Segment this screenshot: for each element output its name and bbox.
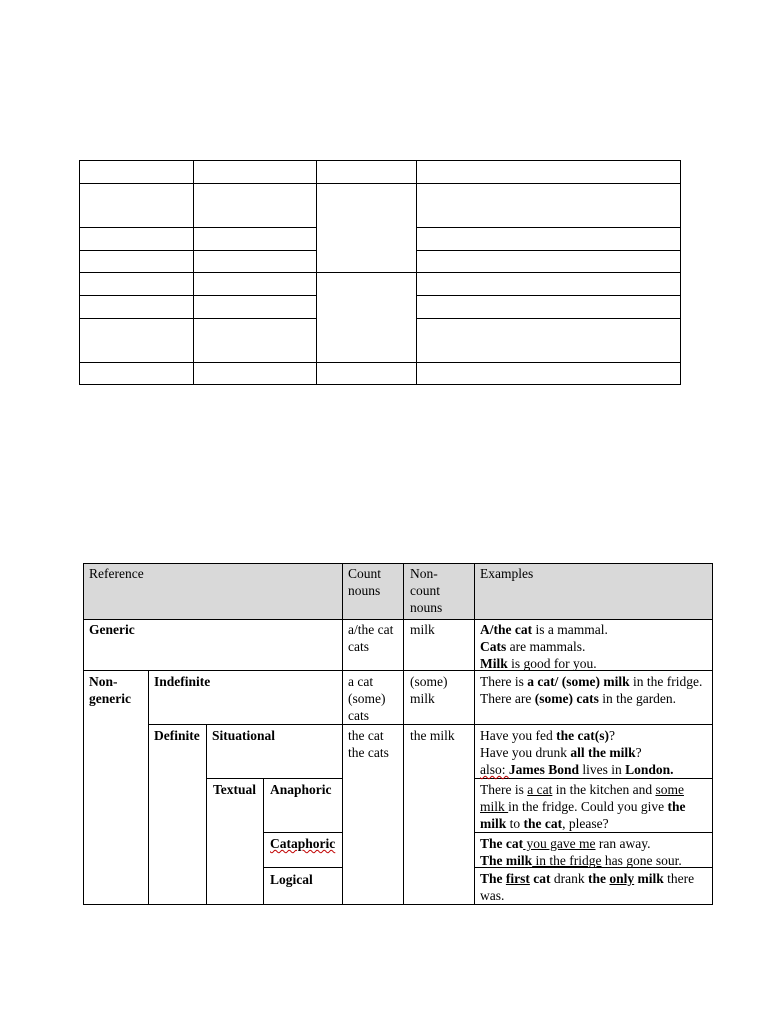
table-rule xyxy=(263,832,343,833)
definite-noncount: the milk xyxy=(410,728,455,743)
empty-table-rule xyxy=(416,227,681,228)
example-line: The first cat drank the only milk there xyxy=(480,871,695,886)
cataphoric-examples xyxy=(480,835,682,869)
indefinite-count-line: a cat xyxy=(348,674,374,689)
example-line: was. xyxy=(480,888,505,903)
example-line: The cat you gave me ran away. xyxy=(480,836,651,851)
header-row-background xyxy=(83,563,713,619)
indefinite-count-line: (some) xyxy=(348,691,386,706)
example-line: milk in the fridge. Could you give the xyxy=(480,799,686,814)
table-border xyxy=(712,563,713,905)
cataphoric-label: Cataphoric xyxy=(270,836,336,851)
table-rule xyxy=(474,832,713,833)
empty-table-border xyxy=(79,160,681,161)
table-border xyxy=(83,563,84,905)
table-rule xyxy=(342,563,343,905)
example-line: Cats are mammals. xyxy=(480,639,586,654)
example-line: also: James Bond lives in London. xyxy=(480,762,674,777)
generic-count-line: cats xyxy=(348,639,369,654)
nongeneric-label xyxy=(89,673,131,707)
empty-table-rule xyxy=(79,362,681,363)
definite-count xyxy=(348,727,389,761)
header-reference: Reference xyxy=(89,566,144,581)
situational-examples xyxy=(480,727,674,778)
textual-label: Textual xyxy=(213,782,257,797)
indefinite-count-line: cats xyxy=(348,708,369,723)
definite-label: Definite xyxy=(154,728,200,743)
header-count-line: nouns xyxy=(348,583,381,598)
table-rule xyxy=(474,778,713,779)
example-line: Milk is good for you. xyxy=(480,656,597,671)
table-border xyxy=(83,904,713,905)
table-rule xyxy=(148,670,149,905)
header-count-nouns xyxy=(348,565,381,599)
generic-label: Generic xyxy=(89,622,135,637)
table-rule xyxy=(206,724,207,905)
indefinite-noncount xyxy=(410,673,448,707)
header-noncount-nouns xyxy=(410,565,442,616)
table-rule xyxy=(263,867,343,868)
generic-examples xyxy=(480,621,608,672)
example-line: Have you fed the cat(s)? xyxy=(480,728,615,743)
empty-table-border xyxy=(680,160,681,385)
empty-table-rule xyxy=(79,318,317,319)
definite-count-line: the cat xyxy=(348,728,384,743)
empty-table-rule xyxy=(79,272,681,273)
generic-count-line: a/the cat xyxy=(348,622,394,637)
header-noncount-line: Non- xyxy=(410,566,438,581)
example-line: The milk in the fridge has gone sour. xyxy=(480,853,682,868)
empty-table-rule xyxy=(416,318,681,319)
anaphoric-label: Anaphoric xyxy=(270,782,332,797)
definite-count-line: the cats xyxy=(348,745,389,760)
empty-table-border xyxy=(79,160,80,385)
table-rule xyxy=(206,778,343,779)
header-noncount-line: count xyxy=(410,583,440,598)
empty-table-rule xyxy=(79,295,317,296)
indefinite-noncount-line: milk xyxy=(410,691,435,706)
table-rule xyxy=(263,778,264,905)
indefinite-label: Indefinite xyxy=(154,674,211,689)
empty-table-rule xyxy=(416,160,417,385)
logical-label: Logical xyxy=(270,872,313,887)
indefinite-count xyxy=(348,673,386,724)
example-line: A/the cat is a mammal. xyxy=(480,622,608,637)
logical-examples xyxy=(480,870,694,904)
generic-count xyxy=(348,621,393,655)
indefinite-noncount-line: (some) xyxy=(410,674,448,689)
empty-table-rule xyxy=(193,160,194,385)
header-examples: Examples xyxy=(480,566,534,581)
nongeneric-label-line: generic xyxy=(89,691,131,706)
nongeneric-label-line: Non- xyxy=(89,674,118,689)
empty-table-rule xyxy=(316,160,317,385)
empty-table-rule xyxy=(79,227,317,228)
example-line: milk to the cat, please? xyxy=(480,816,609,831)
table-rule xyxy=(148,724,713,725)
empty-table-rule xyxy=(416,295,681,296)
example-line: There are (some) cats in the garden. xyxy=(480,691,677,706)
example-line: Have you drunk all the milk? xyxy=(480,745,642,760)
table-rule xyxy=(403,563,404,905)
table-border xyxy=(83,563,713,564)
anaphoric-examples xyxy=(480,781,686,832)
generic-noncount: milk xyxy=(410,622,435,637)
empty-table-rule xyxy=(416,250,681,251)
indefinite-examples xyxy=(480,673,702,707)
example-line: There is a cat in the kitchen and some xyxy=(480,782,684,797)
table-rule xyxy=(474,563,475,905)
header-noncount-line: nouns xyxy=(410,600,443,615)
table-rule xyxy=(83,670,713,671)
header-count-line: Count xyxy=(348,566,382,581)
example-line: There is a cat/ (some) milk in the fridge. xyxy=(480,674,703,689)
empty-table-rule xyxy=(79,183,681,184)
empty-table-rule xyxy=(79,250,317,251)
situational-label: Situational xyxy=(212,728,276,743)
table-rule xyxy=(83,619,713,620)
empty-table-border xyxy=(79,384,681,385)
